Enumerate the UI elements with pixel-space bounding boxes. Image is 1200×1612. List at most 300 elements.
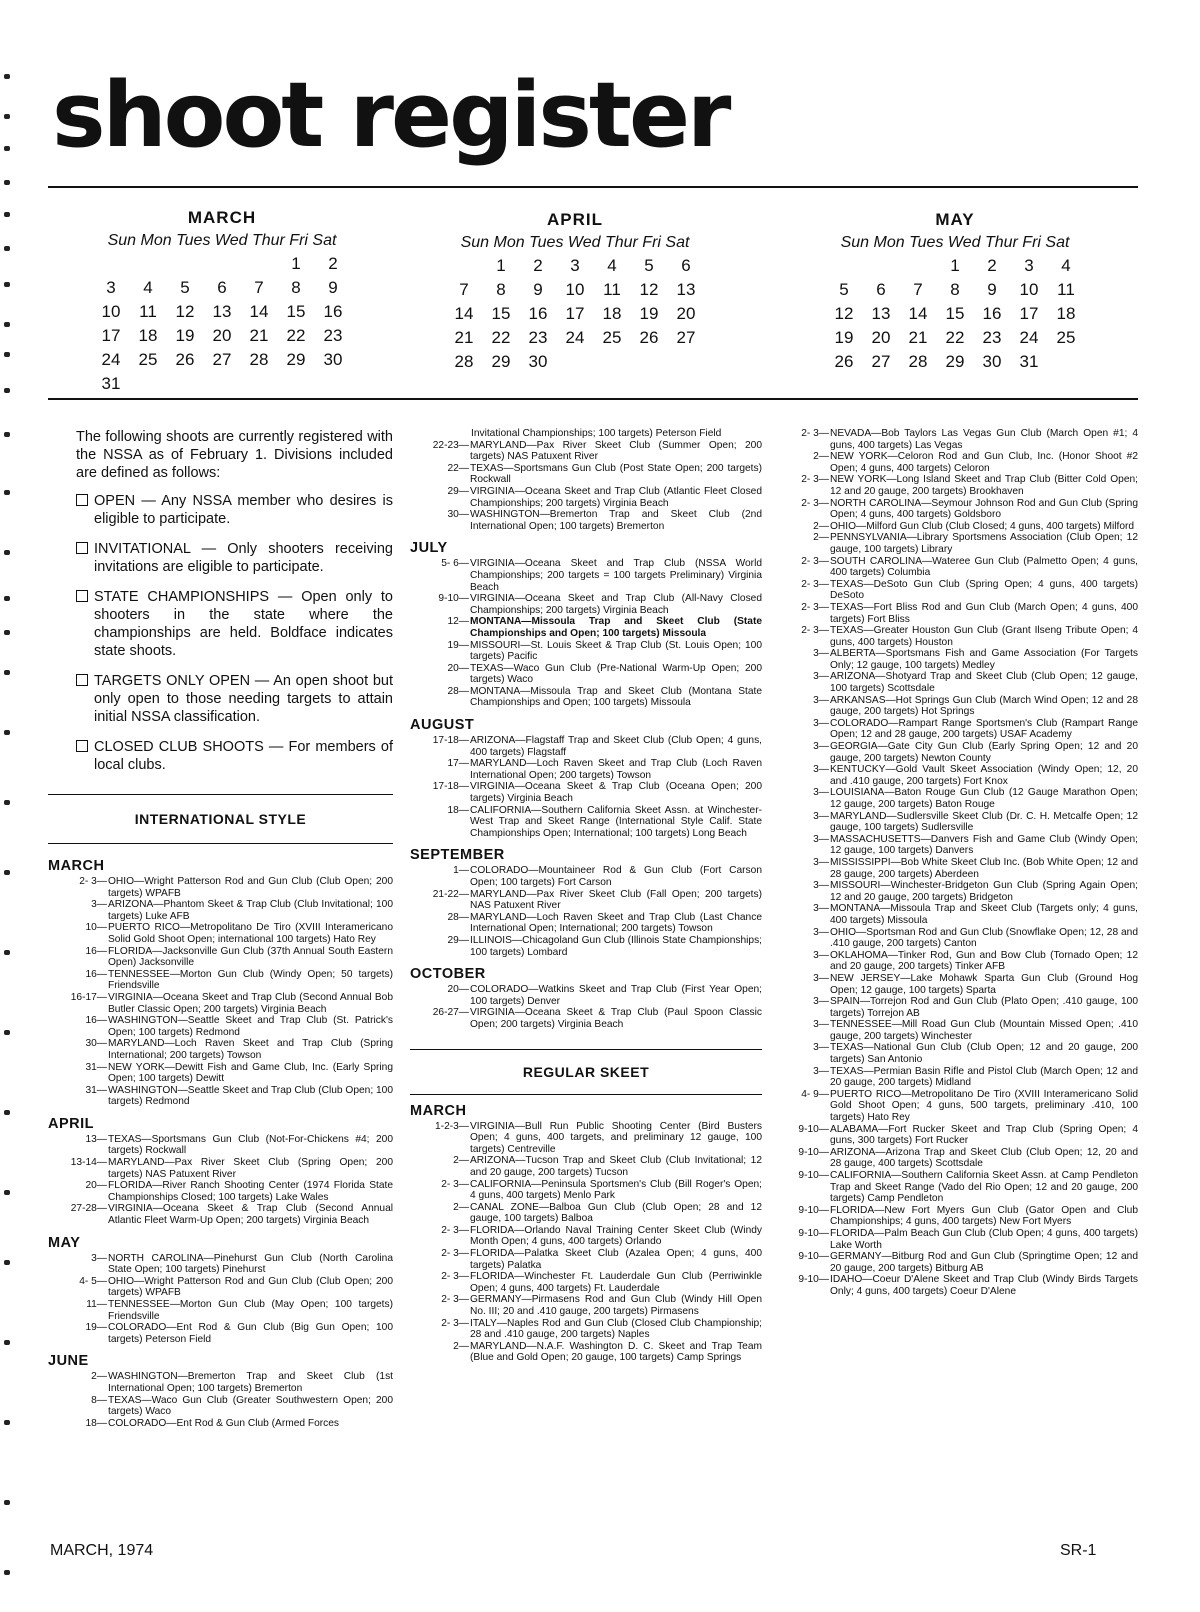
column-1 — [48, 428, 393, 1429]
entry-text: ARIZONA—Phantom Skeet & Trap Club (Club Invitational; 100 targets) Luke AFB — [108, 899, 393, 922]
entry-date: 3— — [91, 1252, 107, 1264]
entry-date: 5- 6— — [441, 558, 469, 570]
entry-date: 3— — [813, 949, 829, 961]
calendar-date: 17 — [1019, 304, 1039, 323]
entry-date: 3— — [813, 741, 829, 753]
shoot-entry — [410, 440, 762, 463]
calendar-month-title: APRIL — [547, 210, 603, 229]
calendar-date: 29 — [491, 352, 511, 371]
shoot-entry — [410, 558, 762, 593]
shoot-entry — [48, 1038, 393, 1061]
entry-text: MASSACHUSETTS—Danvers Fish and Game Club (Windy Open; 12 gauge, 100 targets) Danvers — [830, 833, 1138, 857]
calendar-date: 4 — [143, 278, 153, 297]
calendar-date: 3 — [570, 256, 580, 275]
shoot-entry — [410, 640, 762, 663]
entry-date: 3— — [91, 899, 107, 911]
shoot-entry — [410, 616, 762, 639]
shoot-entry — [48, 1015, 393, 1038]
shoot-entry — [48, 1253, 393, 1276]
header-rule — [48, 186, 1138, 188]
shoot-entry — [770, 1274, 1138, 1297]
checkbox-square-icon — [76, 542, 88, 554]
shoot-entry — [770, 532, 1138, 555]
shoot-entry — [410, 935, 762, 958]
entry-text: FLORIDA—River Ranch Shooting Center (1974 Florida State Championships Closed; 100 targets) Lake Wales — [108, 1180, 393, 1203]
entry-text: TEXAS—Waco Gun Club (Pre-National Warm-Up Open; 200 targets) Waco — [470, 662, 762, 686]
calendar-date: 16 — [323, 302, 343, 321]
entry-text: TEXAS—Sportsmans Gun Club (Post State Open; 200 targets) Rockwall — [470, 462, 762, 486]
division-text: STATE CHAMPIONSHIPS — Open only to shooters in the state where the championships are held. Boldface indicates state shoots. — [94, 589, 393, 659]
shoot-entry — [770, 857, 1138, 880]
entry-date: 1-2-3— — [435, 1120, 469, 1132]
entry-date: 2- 3— — [801, 497, 829, 509]
shoot-entry — [48, 1299, 393, 1322]
calendar-grid — [440, 254, 710, 374]
entry-date: 2- 3— — [801, 555, 829, 567]
calendar-date: 11 — [603, 280, 621, 299]
shoot-entry — [48, 992, 393, 1015]
shoot-entry — [770, 903, 1138, 926]
entry-text: WASHINGTON—Bremerton Trap and Skeet Club (1st International Open; 100 targets) Bremerton — [108, 1371, 393, 1394]
calendar-date: 28 — [908, 352, 928, 371]
shoot-entry — [770, 718, 1138, 741]
entry-date: 2- 3— — [79, 876, 107, 887]
calendar-date: 13 — [871, 304, 891, 323]
entry-text: MARYLAND—Sudlersville Skeet Club (Dr. C. H. Metcalfe Open; 12 gauge, 100 targets) Sudlersville — [830, 810, 1138, 834]
entry-date: 22— — [447, 462, 469, 474]
shoot-entry — [410, 912, 762, 935]
entry-date: 3— — [813, 1042, 829, 1054]
checkbox-square-icon — [76, 674, 88, 686]
entry-date: 10— — [85, 922, 107, 934]
shoot-entry — [48, 922, 393, 945]
shoot-entry — [410, 1248, 762, 1271]
shoot-entry — [410, 486, 762, 509]
entry-date: 4- 9— — [801, 1088, 829, 1100]
shoot-entry — [770, 1089, 1138, 1124]
entry-text: ALBERTA—Sportsmans Fish and Game Association (For Targets Only; 12 gauge, 100 targets) Medley — [830, 648, 1138, 671]
entry-date: 3— — [813, 648, 829, 660]
shoot-entry — [770, 880, 1138, 903]
entry-text: NEW YORK—Long Island Skeet and Trap Club (Bitter Cold Open; 12 and 20 gauge, 200 targets) Brookhaven — [830, 474, 1138, 497]
calendar-date: 7 — [459, 280, 469, 299]
calendar-date: 28 — [454, 352, 474, 371]
entry-date: 3— — [813, 810, 829, 822]
entry-date: 9-10— — [798, 1274, 829, 1286]
calendar-date: 18 — [1056, 304, 1076, 323]
calendar-date: 4 — [1061, 256, 1071, 275]
entry-date: 19— — [85, 1322, 107, 1334]
entry-text: NEVADA—Bob Taylors Las Vegas Gun Club (March Open #1; 4 guns, 400 targets) Las Vegas — [830, 428, 1138, 451]
shoot-entry — [48, 876, 393, 899]
shoot-entry — [770, 1066, 1138, 1089]
shoot-entry — [410, 1318, 762, 1341]
entry-date: 8— — [91, 1394, 107, 1406]
entry-date: 2— — [813, 532, 829, 544]
shoot-entry — [48, 969, 393, 992]
page-title: shoot register — [52, 63, 729, 168]
shoot-entry — [48, 1322, 393, 1345]
entry-text: FLORIDA—Palatka Skeet Club (Azalea Open; 4 guns, 400 targets) Palatka — [470, 1248, 762, 1271]
shoot-entry — [48, 946, 393, 969]
entry-text: OHIO—Sportsman Rod and Gun Club (Snowflake Open; 12, 28 and .410 gauge, 200 targets) Canton — [830, 926, 1138, 950]
division-text: INVITATIONAL — Only shooters receiving invitations are eligible to participate. — [94, 541, 393, 575]
shoot-entry — [770, 973, 1138, 996]
shoot-entry — [770, 648, 1138, 671]
calendar-date: 25 — [602, 328, 622, 347]
entry-text: MONTANA—Missoula Trap and Skeet Club (Targets only; 4 guns, 400 targets) Missoula — [830, 903, 1138, 926]
calendar-date: 7 — [254, 278, 264, 297]
calendar-date: 3 — [1024, 256, 1034, 275]
shoot-entry — [48, 1085, 393, 1108]
calendar-grid — [820, 254, 1090, 374]
calendar-date: 24 — [565, 328, 585, 347]
entry-text: OHIO—Wright Patterson Rod and Gun Club (Club Open; 200 targets) WPAFB — [108, 1275, 393, 1299]
calendar-date — [446, 254, 483, 278]
calendar-date — [826, 254, 863, 278]
entry-text: IDAHO—Coeur D'Alene Skeet and Trap Club (Windy Birds Targets Only; 4 guns, 400 targets) Coeur D'Alene — [830, 1274, 1138, 1297]
entry-text: TEXAS—Sportsmans Gun Club (Not-For-Chickens #4; 200 targets) Rockwall — [108, 1133, 393, 1157]
shoot-entry — [770, 602, 1138, 625]
calendar-date: 1 — [496, 256, 506, 275]
calendar-date: 22 — [491, 328, 511, 347]
entry-text: MONTANA—Missoula Trap and Skeet Club (Montana State Championships and Open; 100 targets) Missoula — [470, 685, 762, 709]
entry-date: 31— — [85, 1061, 107, 1073]
entry-date: 3— — [813, 833, 829, 845]
shoot-entry — [770, 695, 1138, 718]
shoot-entry — [410, 758, 762, 781]
entry-text: NORTH CAROLINA—Seymour Johnson Rod and Gun Club (Spring Open; 4 guns, 400 targets) Goldsboro — [830, 497, 1138, 521]
entry-date: 28— — [447, 911, 469, 923]
shoot-entry — [410, 865, 762, 888]
calendar-date: 29 — [286, 350, 306, 369]
division-item — [76, 738, 393, 774]
calendar-date: 29 — [945, 352, 965, 371]
shoot-entry — [410, 1121, 762, 1156]
entry-text: OHIO—Wright Patterson Rod and Gun Club (Club Open; 200 targets) WPAFB — [108, 876, 393, 899]
entry-text: MARYLAND—Loch Raven Skeet and Trap Club (Last Chance International Open; International; 200 targets) Towson — [470, 911, 762, 935]
calendar-date: 20 — [212, 326, 232, 345]
entry-text: PUERTO RICO—Metropolitano De Tiro (XVIII Interamericano Solid Gold Shoot Open; international 100 targets) Hato Rey — [108, 922, 393, 945]
calendar-april — [440, 210, 710, 374]
entry-date: 2- 3— — [441, 1317, 469, 1329]
entry-date: 4- 5— — [79, 1275, 107, 1287]
calendar-date: 10 — [101, 302, 121, 321]
shoot-entry — [48, 1395, 393, 1418]
calendar-date — [93, 252, 130, 276]
column-3 — [770, 428, 1138, 1298]
calendar-rule — [48, 398, 1138, 400]
entry-text: COLORADO—Ent Rod & Gun Club (Big Gun Open; 100 targets) Peterson Field — [108, 1322, 393, 1345]
entry-text: MISSISSIPPI—Bob White Skeet Club Inc. (Bob White Open; 12 and 28 gauge, 200 targets) Aberdeen — [830, 856, 1138, 880]
entry-date: 2- 3— — [801, 625, 829, 637]
shoot-entry — [410, 1294, 762, 1317]
calendar-date: 27 — [212, 350, 232, 369]
shoot-entry — [48, 1180, 393, 1203]
calendar-date: 30 — [528, 352, 548, 371]
entry-date: 17-18— — [432, 735, 469, 747]
calendar-date: 21 — [908, 328, 928, 347]
entry-date: 3— — [813, 671, 829, 683]
calendar-date: 8 — [496, 280, 506, 299]
entry-date: 2— — [453, 1155, 469, 1167]
entry-text: ILLINOIS—Chicagoland Gun Club (Illinois State Championships; 100 targets) Lombard — [470, 934, 762, 958]
calendar-date: 7 — [913, 280, 923, 299]
entry-text: TEXAS—Permian Basin Rifle and Pistol Club (March Open; 12 and 20 gauge, 200 targets) Midland — [830, 1065, 1138, 1089]
calendar-date — [130, 252, 167, 276]
entry-text: Invitational Championships; 100 targets) Peterson Field — [471, 428, 722, 439]
calendar-date: 12 — [639, 280, 659, 299]
entry-date: 2- 3— — [801, 474, 829, 486]
column-2 — [410, 428, 762, 1364]
month-heading: JUNE — [48, 1353, 89, 1370]
shoot-entry — [770, 1042, 1138, 1065]
entry-date: 16— — [85, 945, 107, 957]
entry-text: TEXAS—Fort Bliss Rod and Gun Club (March Open; 4 guns, 400 targets) Fort Bliss — [830, 601, 1138, 625]
entry-date: 9-10— — [798, 1170, 829, 1181]
entry-text: VIRGINIA—Oceana Skeet and Trap Club (Atlantic Fleet Closed Championships; 200 targets) Virginia Beach — [470, 485, 762, 509]
entry-text: VIRGINIA—Oceana Skeet & Trap Club (Second Annual Atlantic Fleet Warm-Up Open; 200 targets) Virginia Beach — [108, 1203, 393, 1227]
entry-date: 16— — [85, 968, 107, 980]
shoot-entry — [410, 889, 762, 912]
entry-text: PUERTO RICO—Metropolitano De Tiro (XVIII Interamericano Solid Gold Shoot Open; 4 guns, 500 targets, preliminary .410, 100 targets) Hato Rey — [830, 1088, 1138, 1124]
entry-text: NORTH CAROLINA—Pinehurst Gun Club (North Carolina State Open; 100 targets) Pinehurst — [108, 1252, 393, 1276]
entry-date: 3— — [813, 996, 829, 1008]
entry-date: 3— — [813, 926, 829, 938]
shoot-entry — [410, 1155, 762, 1178]
shoot-entry — [410, 735, 762, 758]
entry-text: VIRGINIA—Oceana Skeet and Trap Club (All-Navy Closed Championships; 200 targets) Virginia Beach — [470, 593, 762, 616]
footer-page-number: SR-1 — [1060, 1542, 1097, 1559]
entry-date: 20— — [447, 984, 469, 996]
shoot-entry — [770, 474, 1138, 497]
shoot-entry — [410, 805, 762, 840]
entry-date: 3— — [813, 972, 829, 984]
calendar-date: 6 — [217, 278, 227, 297]
calendar-grid — [92, 252, 352, 396]
calendar-date — [167, 252, 204, 276]
entry-text: ARKANSAS—Hot Springs Gun Club (March Wind Open; 12 and 28 gauge, 200 targets) Hot Springs — [830, 694, 1138, 718]
entry-date: 16— — [85, 1015, 107, 1027]
shoot-entry — [770, 1205, 1138, 1228]
entry-text: ARIZONA—Shotyard Trap and Skeet Club (Club Open; 12 gauge, 100 targets) Scottsdale — [830, 671, 1138, 695]
calendar-date: 2 — [987, 256, 997, 275]
entry-text: WASHINGTON—Seattle Skeet and Trap Club (St. Patrick's Open; 100 targets) Redmond — [108, 1015, 393, 1038]
section-rule — [410, 1094, 762, 1095]
entry-text: MISSOURI—Winchester-Bridgeton Gun Club (Spring Again Open; 12 and 20 gauge, 200 targets) Bridgeton — [830, 880, 1138, 903]
calendar-date: 14 — [454, 304, 474, 323]
month-heading: MAY — [48, 1234, 81, 1251]
section-rule — [48, 843, 393, 844]
shoot-entry — [770, 498, 1138, 521]
entry-text: CALIFORNIA—Southern California Skeet Assn. at Winchester-West Trap and Skeet Range (International Style Calif. State Championships Open; International; 100 targets) Long Beach — [470, 804, 762, 839]
calendar-date: 27 — [676, 328, 696, 347]
calendar-date: 22 — [945, 328, 965, 347]
entry-text: MONTANA—Missoula Trap and Skeet Club (State Championships and Open; 100 targets) Missoula — [470, 616, 762, 639]
entry-date: 2- 3— — [801, 578, 829, 590]
entry-date: 3— — [813, 787, 829, 799]
entry-text: OHIO—Milford Gun Club (Club Closed; 4 guns, 400 targets) Milford — [830, 520, 1135, 532]
entry-text: GERMANY—Pirmasens Rod and Gun Club (Windy Hill Open No. III; 20 and .410 gauge, 200 targets) Pirmasens — [470, 1294, 762, 1318]
shoot-entry — [770, 1019, 1138, 1042]
calendar-month-title: MAY — [935, 210, 975, 229]
regular-entries-2 — [770, 428, 1138, 1298]
entry-date: 16-17— — [70, 991, 107, 1003]
calendar-date: 28 — [249, 350, 269, 369]
shoot-entry — [48, 1062, 393, 1085]
shoot-entry — [48, 1418, 393, 1430]
entry-text: TEXAS—Waco Gun Club (Greater Southwestern Open; 200 targets) Waco — [108, 1394, 393, 1418]
entry-text: OKLAHOMA—Tinker Rod, Gun and Bow Club (Tornado Open; 12 and 20 gauge, 200 targets) Tinker AFB — [830, 949, 1138, 973]
entry-text: FLORIDA—Winchester Ft. Lauderdale Gun Club (Perriwinkle Open; 4 guns, 400 targets) Ft. Lauderdale — [470, 1271, 762, 1294]
calendar-date: 25 — [138, 350, 158, 369]
entry-text: FLORIDA—Orlando Naval Training Center Skeet Club (Windy Month Open; 4 guns, 400 targets) Orlando — [470, 1224, 762, 1248]
entry-text: NEW YORK—Dewitt Fish and Game Club, Inc. (Early Spring Open; 100 targets) Dewitt — [108, 1061, 393, 1085]
month-heading: SEPTEMBER — [410, 847, 505, 864]
month-heading: AUGUST — [410, 717, 475, 734]
calendar-date: 20 — [871, 328, 891, 347]
entry-date: 30— — [447, 509, 469, 521]
entry-date: 2- 3— — [441, 1178, 469, 1190]
entry-date: 3— — [813, 856, 829, 868]
calendar-date: 17 — [565, 304, 585, 323]
month-heading: JULY — [410, 540, 448, 557]
shoot-entry — [410, 781, 762, 804]
entry-text: MARYLAND—Loch Raven Skeet and Trap Club (Spring International; 200 targets) Towson — [108, 1038, 393, 1061]
calendar-date: 9 — [328, 278, 338, 297]
shoot-entry — [770, 996, 1138, 1019]
shoot-entry — [48, 1157, 393, 1180]
calendar-date: 16 — [528, 304, 548, 323]
calendar-date: 20 — [676, 304, 696, 323]
entry-text: VIRGINIA—Oceana Skeet & Trap Club (Paul Spoon Classic Open; 200 targets) Virginia Beach — [470, 1007, 762, 1030]
entry-date: 3— — [813, 880, 829, 892]
entry-date: 3— — [813, 1065, 829, 1077]
entry-date: 13— — [85, 1133, 107, 1145]
entry-text: ALABAMA—Fort Rucker Skeet and Trap Club (Spring Open; 4 guns, 300 targets) Fort Rucker — [830, 1123, 1138, 1147]
shoot-entry — [770, 787, 1138, 810]
calendar-date: 6 — [681, 256, 691, 275]
calendar-date: 4 — [607, 256, 617, 275]
calendar-date: 18 — [602, 304, 622, 323]
entry-date: 9-10— — [798, 1251, 829, 1263]
shoot-entry — [410, 1202, 762, 1225]
shoot-entry — [770, 1170, 1138, 1205]
entry-text: ARIZONA—Flagstaff Trap and Skeet Club (Club Open; 4 guns, 400 targets) Flagstaff — [470, 735, 762, 758]
entry-text: TENNESSEE—Morton Gun Club (May Open; 100 targets) Friendsville — [108, 1299, 393, 1322]
entry-date: 20— — [447, 662, 469, 674]
entry-text: KENTUCKY—Gold Vault Skeet Association (Windy Open; 12, 20 and .410 gauge, 200 targets) Fort Knox — [830, 764, 1138, 787]
shoot-entry — [770, 764, 1138, 787]
calendar-date: 19 — [639, 304, 659, 323]
entry-text: VIRGINIA—Bull Run Public Shooting Center (Bird Busters Open; 4 guns, 400 targets, and preliminary 12 gauge, 100 targets) Centreville — [470, 1120, 762, 1155]
division-text: TARGETS ONLY OPEN — An open shoot but only open to those needing targets to attain initial NSSA classification. — [94, 673, 393, 725]
section-rule — [410, 1049, 762, 1050]
calendar-date: 9 — [533, 280, 543, 299]
calendar-date: 24 — [1019, 328, 1039, 347]
entry-date: 9-10— — [798, 1123, 829, 1135]
entry-date: 28— — [447, 685, 469, 697]
entry-text: TEXAS—Greater Houston Gun Club (Grant Ilseng Tribute Open; 4 guns, 400 targets) Houston — [830, 625, 1138, 648]
entry-text: NEW JERSEY—Lake Mohawk Sparta Gun Club (Ground Hog Open; 12 gauge, 100 targets) Sparta — [830, 972, 1138, 996]
entry-date: 2- 3— — [801, 601, 829, 613]
calendar-date: 15 — [945, 304, 965, 323]
regular-entries-1 — [410, 1103, 762, 1364]
calendar-date: 5 — [839, 280, 849, 299]
calendar-date: 9 — [987, 280, 997, 299]
calendar-date: 5 — [180, 278, 190, 297]
entry-text: MARYLAND—Pax River Skeet Club (Summer Open; 200 targets) NAS Patuxent River — [470, 439, 762, 463]
entry-date: 9-10— — [798, 1204, 829, 1216]
shoot-entry — [410, 463, 762, 486]
shoot-entry — [770, 1251, 1138, 1274]
calendar-weekdays: Sun Mon Tues Wed Thur Fri Sat — [460, 234, 690, 251]
entry-date: 26-27— — [432, 1007, 469, 1019]
entry-date: 17-18— — [432, 781, 469, 793]
entry-text: CALIFORNIA—Peninsula Sportsmen's Club (Bill Roger's Open; 4 guns, 400 targets) Menlo Park — [470, 1178, 762, 1202]
shoot-entry — [770, 556, 1138, 579]
intro-block — [48, 428, 393, 774]
shoot-entry — [410, 593, 762, 616]
calendar-weekdays: Sun Mon Tues Wed Thur Fri Sat — [840, 234, 1070, 251]
entry-date: 18— — [85, 1417, 107, 1429]
calendar-date: 13 — [676, 280, 696, 299]
shoot-entry — [410, 509, 762, 532]
month-heading: OCTOBER — [410, 966, 486, 983]
calendar-date: 2 — [533, 256, 543, 275]
entry-text: ITALY—Naples Rod and Gun Club (Closed Club Championship; 28 and .410 gauge, 200 targets) Naples — [470, 1317, 762, 1341]
calendar-date: 25 — [1056, 328, 1076, 347]
entry-text: TEXAS—National Gun Club (Club Open; 12 and 20 gauge, 200 targets) San Antonio — [830, 1042, 1138, 1066]
calendar-date: 21 — [454, 328, 474, 347]
entry-date: 2- 3— — [441, 1271, 469, 1283]
calendar-date: 31 — [1019, 352, 1039, 371]
entry-text: CANAL ZONE—Balboa Gun Club (Club Open; 28 and 12 gauge, 100 targets) Balboa — [470, 1201, 762, 1225]
division-item — [76, 540, 393, 576]
calendar-march — [92, 208, 352, 396]
shoot-entry — [410, 663, 762, 686]
calendar-date: 24 — [101, 350, 121, 369]
entry-date: 3— — [813, 694, 829, 706]
entry-text: MARYLAND—Pax River Skeet Club (Fall Open; 200 targets) NAS Patuxent River — [470, 888, 762, 912]
shoot-entry — [770, 1124, 1138, 1147]
calendar-date: 18 — [138, 326, 158, 345]
entry-date: 21-22— — [432, 888, 469, 900]
entry-date: 27-28— — [70, 1203, 107, 1215]
shoot-entry — [770, 834, 1138, 857]
entry-text: FLORIDA—Palm Beach Gun Club (Club Open; 4 guns, 400 targets) Lake Worth — [830, 1227, 1138, 1251]
shoot-entry — [410, 1271, 762, 1294]
division-item — [76, 492, 393, 528]
calendar-date: 16 — [982, 304, 1002, 323]
shoot-entry — [770, 625, 1138, 648]
shoot-entry — [410, 428, 762, 440]
entry-text: TENNESSEE—Morton Gun Club (Windy Open; 50 targets) Friendsville — [108, 968, 393, 992]
calendar-date: 2 — [328, 254, 338, 273]
entry-text: SOUTH CAROLINA—Wateree Gun Club (Palmetto Open; 4 guns, 400 targets) Columbia — [830, 555, 1138, 579]
entry-date: 3— — [813, 717, 829, 729]
division-text: CLOSED CLUB SHOOTS — For members of local clubs. — [94, 739, 393, 773]
shoot-entry — [770, 811, 1138, 834]
entry-date: 2- 3— — [441, 1224, 469, 1236]
regular-heading: REGULAR SKEET — [522, 1063, 650, 1080]
entry-date: 9-10— — [798, 1146, 829, 1158]
calendar-date: 13 — [212, 302, 232, 321]
entry-date: 2— — [813, 520, 829, 532]
calendar-weekdays: Sun Mon Tues Wed Thur Fri Sat — [107, 232, 337, 249]
entry-date: 2— — [813, 451, 829, 463]
calendar-date: 17 — [101, 326, 121, 345]
